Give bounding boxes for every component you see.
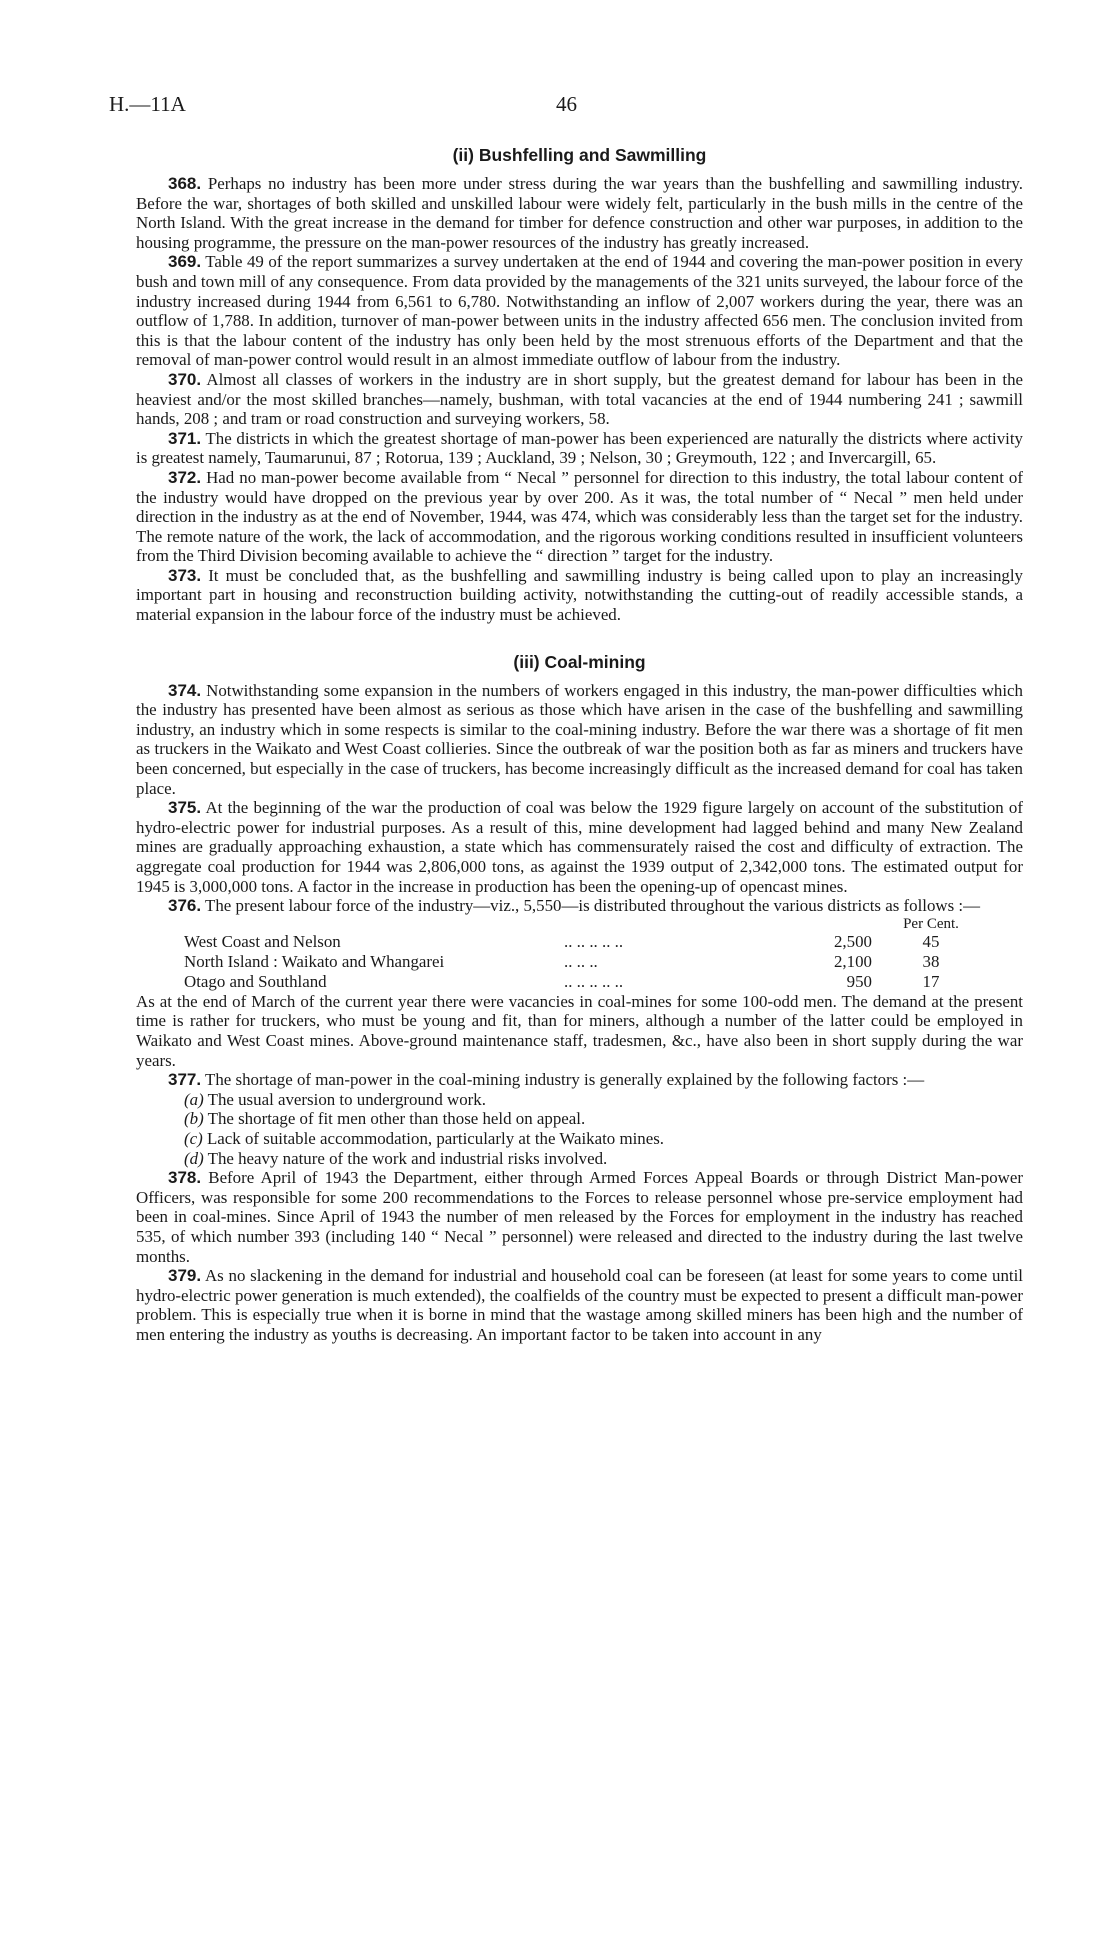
paragraph-375 <box>136 798 1023 896</box>
paragraph-text: Perhaps no industry has been more under stress during the war years than the bushfelling and sawmilling industry. Before the war, shortages of both skilled and unskilled labour were widely felt, particularly in the bush mills in the centre of the North Island. With the great increase in the demand for timber for defence construction and other war purposes, in addition to the housing programme, the pressure on the man-power resources of the industry has greatly increased. <box>136 174 1023 252</box>
paragraph-number: 378. <box>168 1168 202 1188</box>
list-letter: (c) <box>184 1128 203 1148</box>
district-percent: 17 <box>922 971 940 991</box>
table-row <box>184 952 990 972</box>
district-distribution-table <box>184 916 990 992</box>
paragraph-number: 370. <box>168 369 202 389</box>
district-workers: 2,500 <box>833 931 872 951</box>
paragraph-text: Table 49 of the report summarizes a survey undertaken at the end of 1944 and covering the man-power position in every bush and town mill of any consequence. From data provided by the managements of the 321 units surveyed, the labour force of the industry increased during 1944 from 6,561 to 6,780. Notwithstanding an inflow of 2,007 workers during the year, there was an outflow of 1,788. In addition, turnover of man-power between units in the industry affected 656 men. The conclusion invited from this is that the labour content of the industry has only been held by the most strenuous efforts of the Department and that the removal of man-power control would result in an almost immediate outflow of labour from the industry. <box>136 252 1023 370</box>
paragraph-378 <box>136 1168 1023 1266</box>
district-percent: 38 <box>922 951 940 971</box>
paragraph-number: 375. <box>168 798 202 818</box>
paragraph-text: At the beginning of the war the production of coal was below the 1929 figure largely on account of the substitution of hydro-electric power for industrial purposes. As a result of this, mine development had lagged behind and many New Zealand mines are gradually approaching exhaustion, a state which has commensurately raised the cost and difficulty of extraction. The aggregate coal production for 1944 was 2,806,000 tons, as against the 1939 output of 2,342,000 tons. The estimated output for 1945 is 3,000,000 tons. A factor in the increase in production has been the opening-up of opencast mines. <box>136 798 1024 896</box>
paragraph-371 <box>136 429 1023 468</box>
paragraph-number: 379. <box>168 1266 202 1286</box>
paragraph-number: 376. <box>168 896 202 916</box>
paragraph-376 <box>136 896 1023 916</box>
page-body <box>136 142 1023 1344</box>
paragraph-369 <box>136 252 1023 370</box>
table-row <box>184 932 990 952</box>
paragraph-text: As no slackening in the demand for industrial and household coal can be foreseen (at least for some years to come until hydro-electric power generation is much extended), the coalfields of the country must be expected to present a difficult man-power problem. This is especially true when it is borne in mind that the wastage among skilled miners has been high and the number of men entering the industry as youths is decreasing. An important factor to be taken into account in any <box>136 1266 1024 1344</box>
list-text: The heavy nature of the work and industrial risks involved. <box>207 1148 608 1168</box>
list-letter: (a) <box>184 1089 204 1109</box>
paragraph-text: Had no man-power become available from “ Necal ” personnel for direction to this industry, the total labour content of the industry would have dropped on the previous year by over 200. As it was, the total number of “ Necal ” men held under direction in the industry as at the end of November, 1944, was 474, which was considerably less than the target set for the industry. The remote nature of the work, the lack of accommodation, and the rigorous working conditions resulted in insufficient volunteers from the Third Division becoming available to achieve the “ direction ” target for the industry. <box>136 467 1023 566</box>
table-row <box>184 972 990 992</box>
district-workers: 950 <box>846 971 872 991</box>
paragraph-text: The districts in which the greatest shortage of man-power has been experienced are naturally the districts where activity is greatest namely, Taumarunui, 87 ; Rotorua, 139 ; Auckland, 39 ; Nelson, 30 ; Greymouth, 122 ; and Invercargill, 65. <box>136 428 1023 468</box>
district-workers: 2,100 <box>833 951 872 971</box>
paragraph-number: 372. <box>168 467 202 487</box>
list-item <box>184 1129 1023 1149</box>
paragraph-text: Notwithstanding some expansion in the numbers of workers engaged in this industry, the man-power difficulties which the industry has presented have been almost as serious as those which have arisen in the case of the bushfelling and sawmilling industry, an industry which in some respects is similar to the coal-mining industry. Before the war there was a shortage of fit men as truckers in the Waikato and West Coast collieries. Since the outbreak of war the position both as far as miners and truckers have been concerned, but especially in the case of truckers, has become increasingly difficult as the increased demand for coal has taken place. <box>136 680 1023 798</box>
report-reference: H.—11A <box>109 92 186 116</box>
list-letter: (b) <box>184 1109 204 1129</box>
leader-dots: .. .. .. .. .. <box>564 971 624 991</box>
section-heading-coal-mining: (iii) Coal-mining <box>513 651 646 672</box>
paragraph-number: 371. <box>168 428 202 448</box>
paragraph-number: 368. <box>168 174 202 193</box>
district-name: North Island : Waikato and Whangarei <box>184 951 445 971</box>
paragraph-377 <box>136 1070 1023 1090</box>
factors-list <box>136 1090 1023 1168</box>
list-text: The shortage of fit men other than those held on appeal. <box>207 1109 586 1129</box>
paragraph-text: It must be concluded that, as the bushfelling and sawmilling industry is being called upon to play an increasingly important part in housing and reconstruction building activity, notwithstanding the cutting-out of readily accessible stands, a material expansion in the labour force of the industry must be achieved. <box>136 565 1023 625</box>
paragraph-370 <box>136 370 1023 429</box>
paragraph-376-continued: As at the end of March of the current year there were vacancies in coal-mines for some 100-odd men. The demand at the present time is rather for truckers, who must be young and fit, than for miners, although a number of the latter could be employed in Waikato and West Coast mines. Above-ground maintenance staff, tradesmen, &c., have also been in short supply during the war years. <box>136 991 1023 1070</box>
paragraph-number: 374. <box>168 680 202 700</box>
list-item <box>184 1149 1023 1169</box>
district-name: West Coast and Nelson <box>184 931 341 951</box>
paragraph-text: Almost all classes of workers in the industry are in short supply, but the greatest demand for labour has been in the heaviest and/or the most skilled branches—namely, bushman, with total vacancies at the end of 1944 numbering 241 ; sawmill hands, 208 ; and tram or road construction and surveying workers, 58. <box>136 369 1024 429</box>
paragraph-text: Before April of 1943 the Department, either through Armed Forces Appeal Boards or through District Man-power Officers, was responsible for some 200 recommendations to the Forces to release personnel whose pre-service employment had been in coal-mines. Since April of 1943 the number of men released by the Forces for employment in the industry has reached 535, of which number 393 (including 140 “ Necal ” personnel) were released and directed to the industry during the last twelve months. <box>136 1168 1023 1266</box>
list-letter: (d) <box>184 1148 204 1168</box>
paragraph-number: 373. <box>168 565 202 585</box>
section-heading-bushfelling: (ii) Bushfelling and Sawmilling <box>452 145 707 165</box>
paragraph-number: 377. <box>168 1070 202 1090</box>
leader-dots: .. .. .. .. .. <box>564 931 624 951</box>
paragraph-373 <box>136 566 1023 625</box>
paragraph-text: The shortage of man-power in the coal-mining industry is generally explained by the following factors :— <box>205 1070 925 1090</box>
paragraph-372 <box>136 468 1023 566</box>
district-percent: 45 <box>922 931 940 951</box>
list-item <box>184 1109 1023 1129</box>
paragraph-379 <box>136 1266 1023 1344</box>
leader-dots: .. .. .. <box>564 951 598 971</box>
list-text: Lack of suitable accommodation, particularly at the Waikato mines. <box>206 1128 665 1148</box>
page-number: 46 <box>556 92 577 116</box>
list-item <box>184 1090 1023 1110</box>
paragraph-number: 369. <box>168 252 202 272</box>
percent-column-header: Per Cent. <box>903 915 959 932</box>
district-name: Otago and Southland <box>184 971 327 991</box>
paragraph-374 <box>136 681 1023 799</box>
list-text: The usual aversion to underground work. <box>207 1089 486 1109</box>
paragraph-text: The present labour force of the industry—viz., 5,550—is distributed throughout the various districts as follows :— <box>205 896 980 916</box>
paragraph-368 <box>136 174 1023 252</box>
table-header-row <box>184 916 990 932</box>
